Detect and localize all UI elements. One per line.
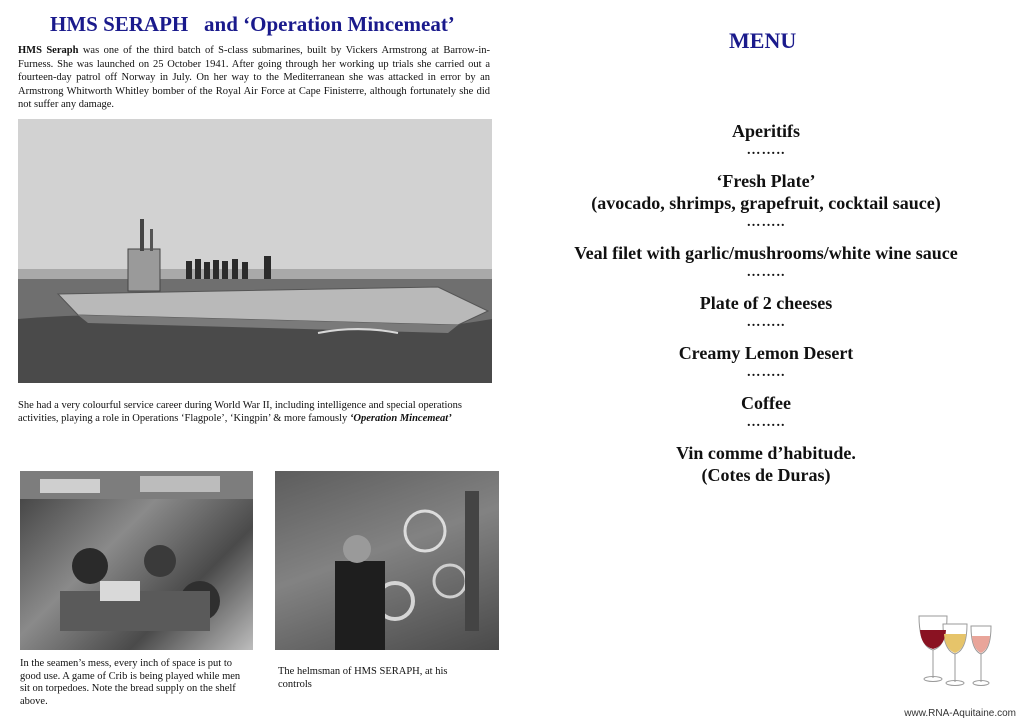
course-wine-detail: (Cotes de Duras) [701,465,831,485]
mess-photo [20,471,253,650]
course-wine: Vin comme d’habitude. [676,443,856,463]
course-aperitifs: Aperitifs [732,121,800,141]
separator: …….. [746,415,786,430]
course-veal: Veal filet with garlic/mushrooms/white wine sauce [574,243,958,263]
career-text: She had a very colourful service career during World War II, including intelligence and special operations activities, playing a role in Operations ‘Flagpole’, ‘Kingpin’ & more famously [18,400,463,424]
course-fresh-plate: ‘Fresh Plate’ [716,171,816,191]
menu-title: MENU [729,28,797,53]
separator: …….. [746,265,786,280]
course-dessert: Creamy Lemon Desert [678,343,854,363]
separator: …….. [746,143,786,158]
separator: …….. [746,215,786,230]
helm-photo [275,471,499,650]
intro-bold-name: HMS Seraph [18,45,79,56]
career-paragraph [18,400,488,425]
mess-caption: In the seamen’s mess, every inch of space is put to good use. A game of Crib is being played while men sit on torpedoes. Note the bread supply on the shelf above. [20,658,241,707]
helm-illustration [275,471,499,650]
menu-course [550,392,982,432]
course-fresh-plate-detail: (avocado, shrimps, grapefruit, cocktail sauce) [591,193,941,213]
menu-list [550,120,982,486]
watermark: www.RNA-Aquitaine.com [904,708,1016,719]
left-title: HMS SERAPH and ‘Operation Mincemeat’ [50,12,455,36]
wine-glasses-icon [915,612,999,690]
menu-course [550,342,982,382]
menu-course [550,292,982,332]
menu-course [550,242,982,282]
mess-illustration [20,471,253,650]
separator: …….. [746,315,786,330]
submarine-illustration [18,119,492,383]
helm-caption: The helmsman of HMS SERAPH, at his controls [278,666,448,690]
separator: …….. [746,365,786,380]
career-emphasis: ‘Operation Mincemeat’ [349,412,452,424]
intro-paragraph [18,44,490,112]
course-cheeses: Plate of 2 cheeses [699,293,833,313]
menu-course [550,442,982,486]
course-coffee: Coffee [741,393,791,413]
submarine-photo [18,119,492,383]
intro-text: was one of the third batch of S-class submarines, built by Vickers Armstrong at Barrow-in-Furness. She was launched on 25 October 1941. After going through her working up trials she carried out a fourteen-day patrol off Norway in July. On her way to the Mediterranean she was attacked in error by an Armstrong Whitworth Whitley bomber of the Royal Air Force at Cape Finisterre, although fortunately she did not suffer any damage. [18,45,490,110]
menu-course [550,120,982,160]
menu-course [550,170,982,232]
